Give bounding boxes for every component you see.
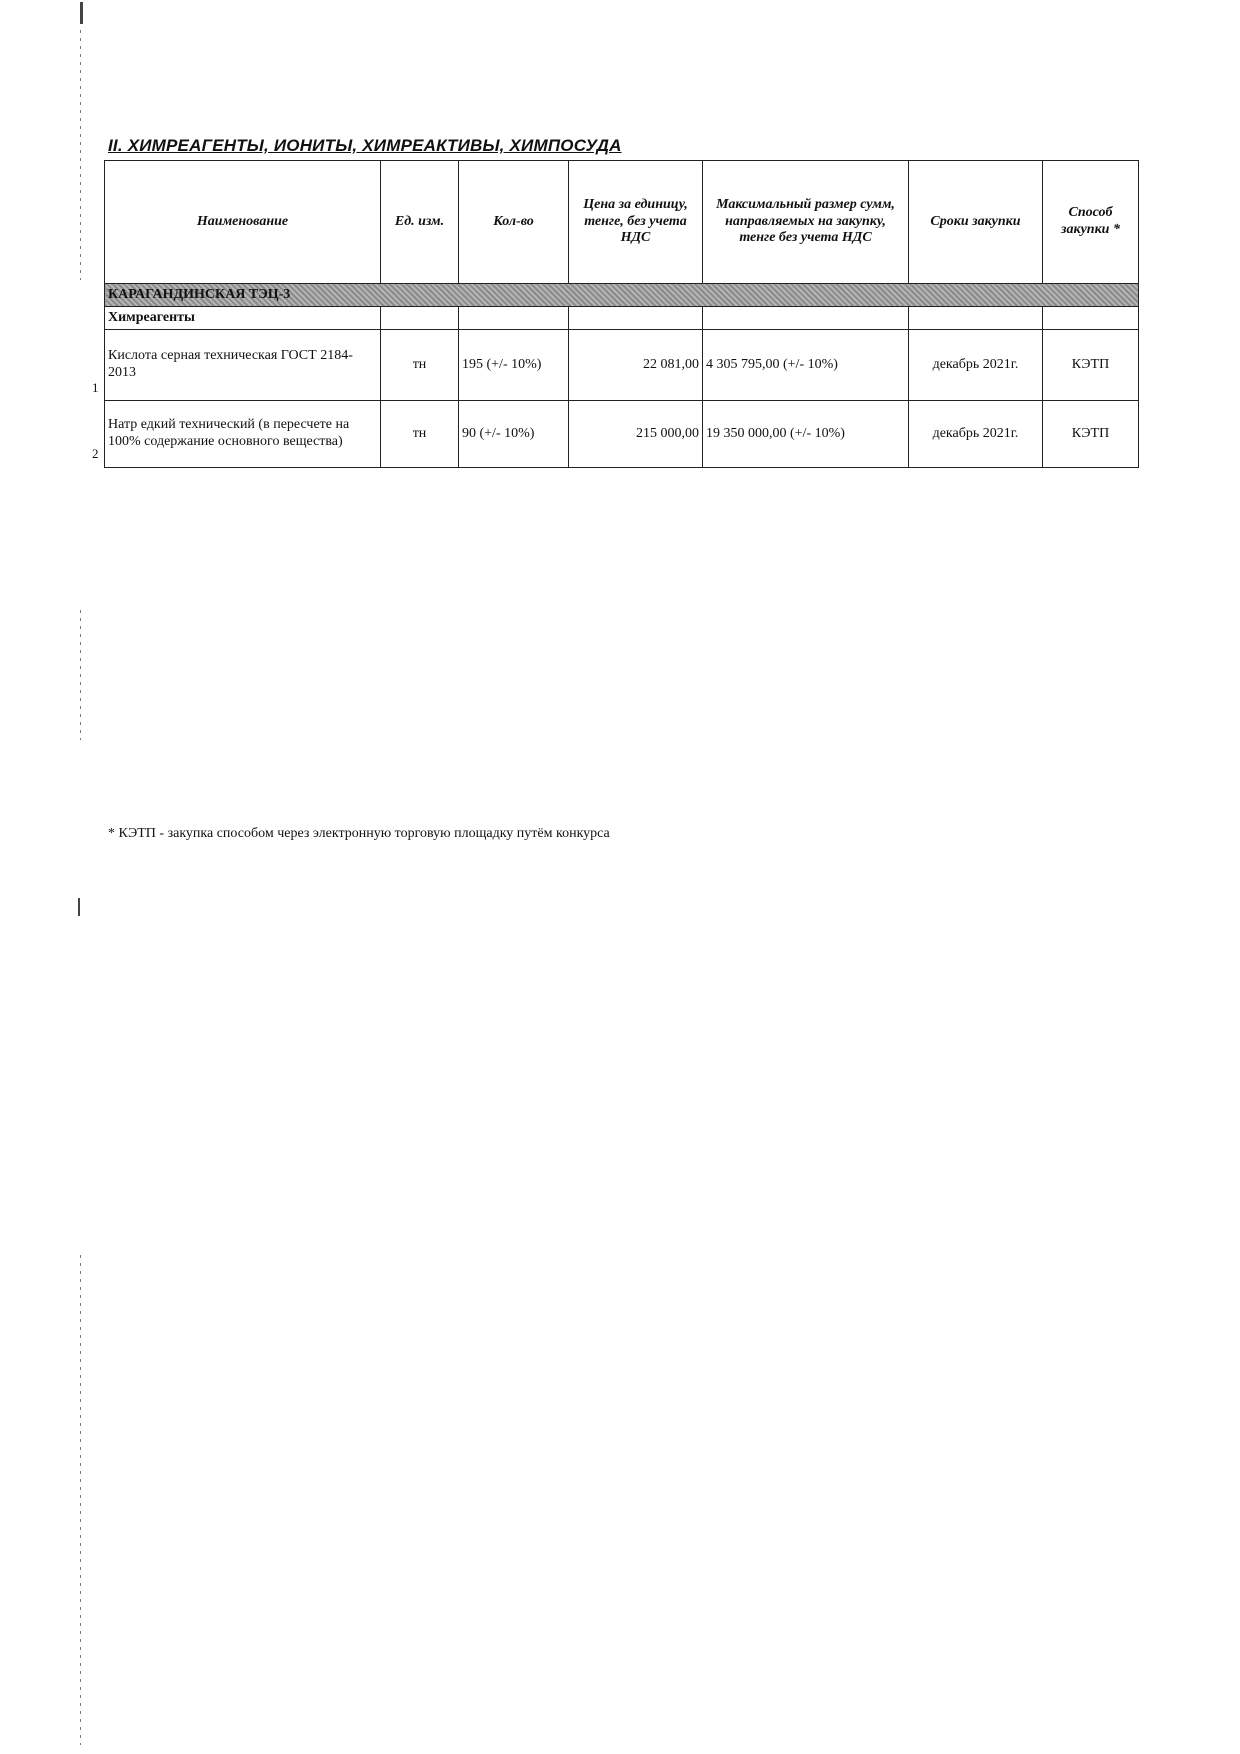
org-row	[105, 284, 1139, 307]
cell-method: КЭТП	[1043, 401, 1139, 468]
scan-dashes	[80, 610, 81, 740]
header-method: Способ закупки *	[1043, 161, 1139, 284]
cell-unit: тн	[381, 330, 459, 401]
cell-terms: декабрь 2021г.	[909, 330, 1043, 401]
group-name: Химреагенты	[105, 307, 381, 330]
row-number: 2	[92, 446, 99, 461]
header-qty: Кол-во	[459, 161, 569, 284]
cell-price: 22 081,00	[569, 330, 703, 401]
header-row	[105, 161, 1139, 284]
cell-price: 215 000,00	[569, 401, 703, 468]
cell-name: Натр едкий технический (в пересчете на 100% содержание основного вещества)	[105, 401, 381, 468]
cell-method: КЭТП	[1043, 330, 1139, 401]
row-number: 1	[92, 380, 99, 395]
header-terms: Сроки закупки	[909, 161, 1043, 284]
table-row	[105, 401, 1139, 468]
header-max-sum: Максимальный размер сумм, направляемых на закупку, тенге без учета НДС	[703, 161, 909, 284]
cell-unit: тн	[381, 401, 459, 468]
cell-max-sum: 19 350 000,00 (+/- 10%)	[703, 401, 909, 468]
cell-name: Кислота серная техническая ГОСТ 2184-2013	[105, 330, 381, 401]
header-name: Наименование	[105, 161, 381, 284]
group-row	[105, 307, 1139, 330]
scan-dashes	[80, 30, 81, 280]
header-price: Цена за единицу, тенге, без учета НДС	[569, 161, 703, 284]
scan-mark	[78, 898, 80, 916]
scan-dashes	[80, 1255, 81, 1745]
cell-max-sum: 4 305 795,00 (+/- 10%)	[703, 330, 909, 401]
table-row	[105, 330, 1139, 401]
org-name: КАРАГАНДИНСКАЯ ТЭЦ-3	[105, 284, 1139, 307]
footnote: * КЭТП - закупка способом через электронную торговую площадку путём конкурса	[108, 826, 610, 841]
procurement-table	[104, 160, 1139, 468]
section-title: II. ХИМРЕАГЕНТЫ, ИОНИТЫ, ХИМРЕАКТИВЫ, ХИМПОСУДА	[108, 136, 622, 155]
header-unit: Ед. изм.	[381, 161, 459, 284]
cell-terms: декабрь 2021г.	[909, 401, 1043, 468]
cell-qty: 90 (+/- 10%)	[459, 401, 569, 468]
scan-mark	[80, 2, 83, 24]
cell-qty: 195 (+/- 10%)	[459, 330, 569, 401]
